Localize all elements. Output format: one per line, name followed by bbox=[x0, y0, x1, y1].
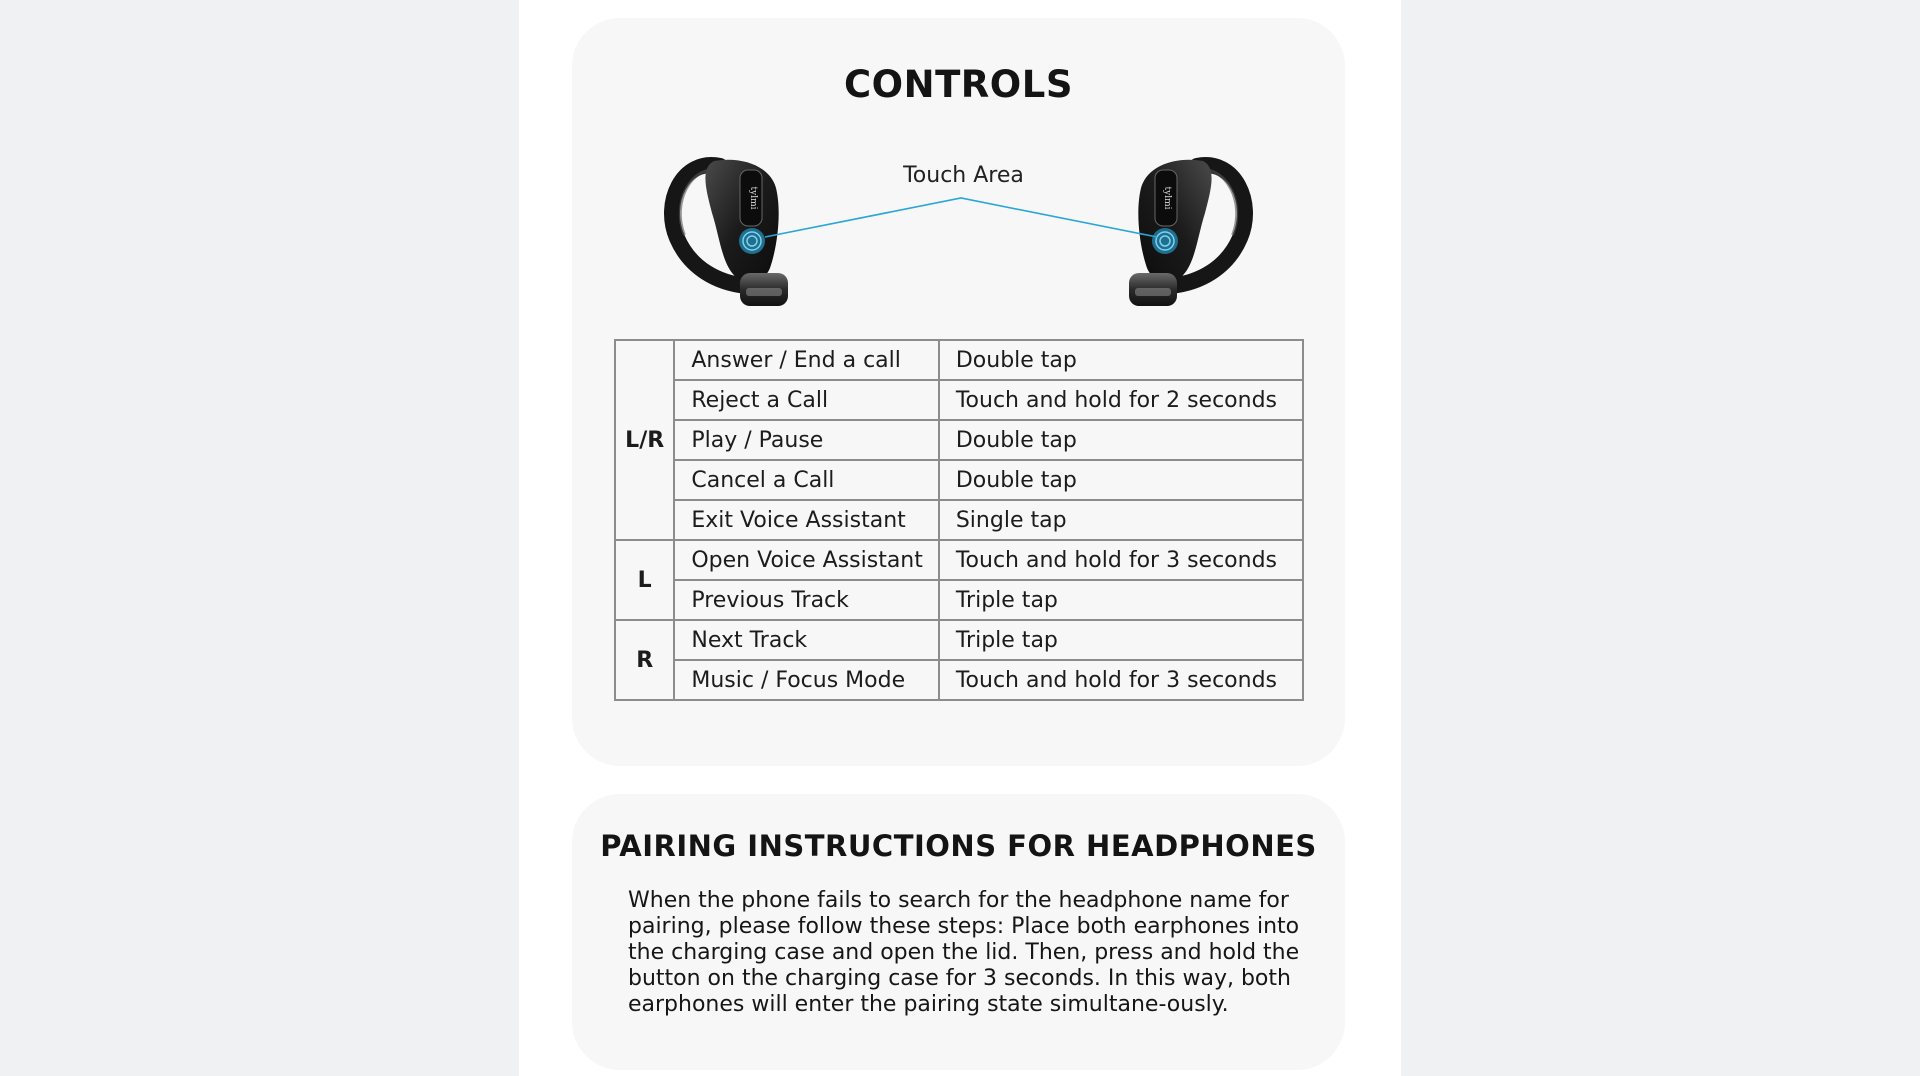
action-cell: Previous Track bbox=[674, 580, 938, 620]
touch-area-pointer bbox=[765, 198, 1157, 237]
left-earbud-brand: tylmi bbox=[748, 186, 758, 210]
table-row bbox=[615, 460, 1303, 500]
controls-table bbox=[614, 339, 1304, 701]
gesture-cell: Triple tap bbox=[939, 620, 1303, 660]
left-earbud-icon bbox=[672, 160, 812, 306]
table-row bbox=[615, 380, 1303, 420]
table-row bbox=[615, 660, 1303, 700]
gesture-cell: Touch and hold for 2 seconds bbox=[939, 380, 1303, 420]
table-row bbox=[615, 340, 1303, 380]
controls-title: CONTROLS bbox=[844, 63, 1073, 106]
table-row bbox=[615, 500, 1303, 540]
right-earbud-brand: tylmi bbox=[1162, 186, 1172, 210]
right-earbud-icon bbox=[1129, 160, 1245, 306]
pairing-instructions-text: When the phone fails to search for the headphone name for pairing, please follow these steps: Place both earphones into the charging case and open the lid. Then, press and hold the button on the charging case for 3 seconds. In this way, both earphones will enter the pairing state simultane-ously. bbox=[628, 888, 1300, 1017]
gesture-cell: Double tap bbox=[939, 420, 1303, 460]
pairing-card bbox=[572, 794, 1345, 1070]
gesture-cell: Triple tap bbox=[939, 580, 1303, 620]
table-row bbox=[615, 540, 1303, 580]
gesture-cell: Single tap bbox=[939, 500, 1303, 540]
side-label: R bbox=[615, 620, 674, 700]
side-label: L/R bbox=[615, 340, 674, 540]
action-cell: Answer / End a call bbox=[674, 340, 938, 380]
action-cell: Reject a Call bbox=[674, 380, 938, 420]
action-cell: Cancel a Call bbox=[674, 460, 938, 500]
action-cell: Exit Voice Assistant bbox=[674, 500, 938, 540]
gesture-cell: Double tap bbox=[939, 460, 1303, 500]
side-label: L bbox=[615, 540, 674, 620]
action-cell: Play / Pause bbox=[674, 420, 938, 460]
action-cell: Music / Focus Mode bbox=[674, 660, 938, 700]
table-row bbox=[615, 420, 1303, 460]
page bbox=[519, 0, 1401, 1076]
earbuds-illustration bbox=[572, 118, 1345, 318]
gesture-cell: Double tap bbox=[939, 340, 1303, 380]
pairing-title: PAIRING INSTRUCTIONS FOR HEADPHONES bbox=[600, 829, 1317, 863]
controls-card bbox=[572, 18, 1345, 766]
touch-area-label: Touch Area bbox=[903, 163, 1024, 188]
table-row bbox=[615, 620, 1303, 660]
action-cell: Next Track bbox=[674, 620, 938, 660]
gesture-cell: Touch and hold for 3 seconds bbox=[939, 540, 1303, 580]
action-cell: Open Voice Assistant bbox=[674, 540, 938, 580]
gesture-cell: Touch and hold for 3 seconds bbox=[939, 660, 1303, 700]
table-row bbox=[615, 580, 1303, 620]
